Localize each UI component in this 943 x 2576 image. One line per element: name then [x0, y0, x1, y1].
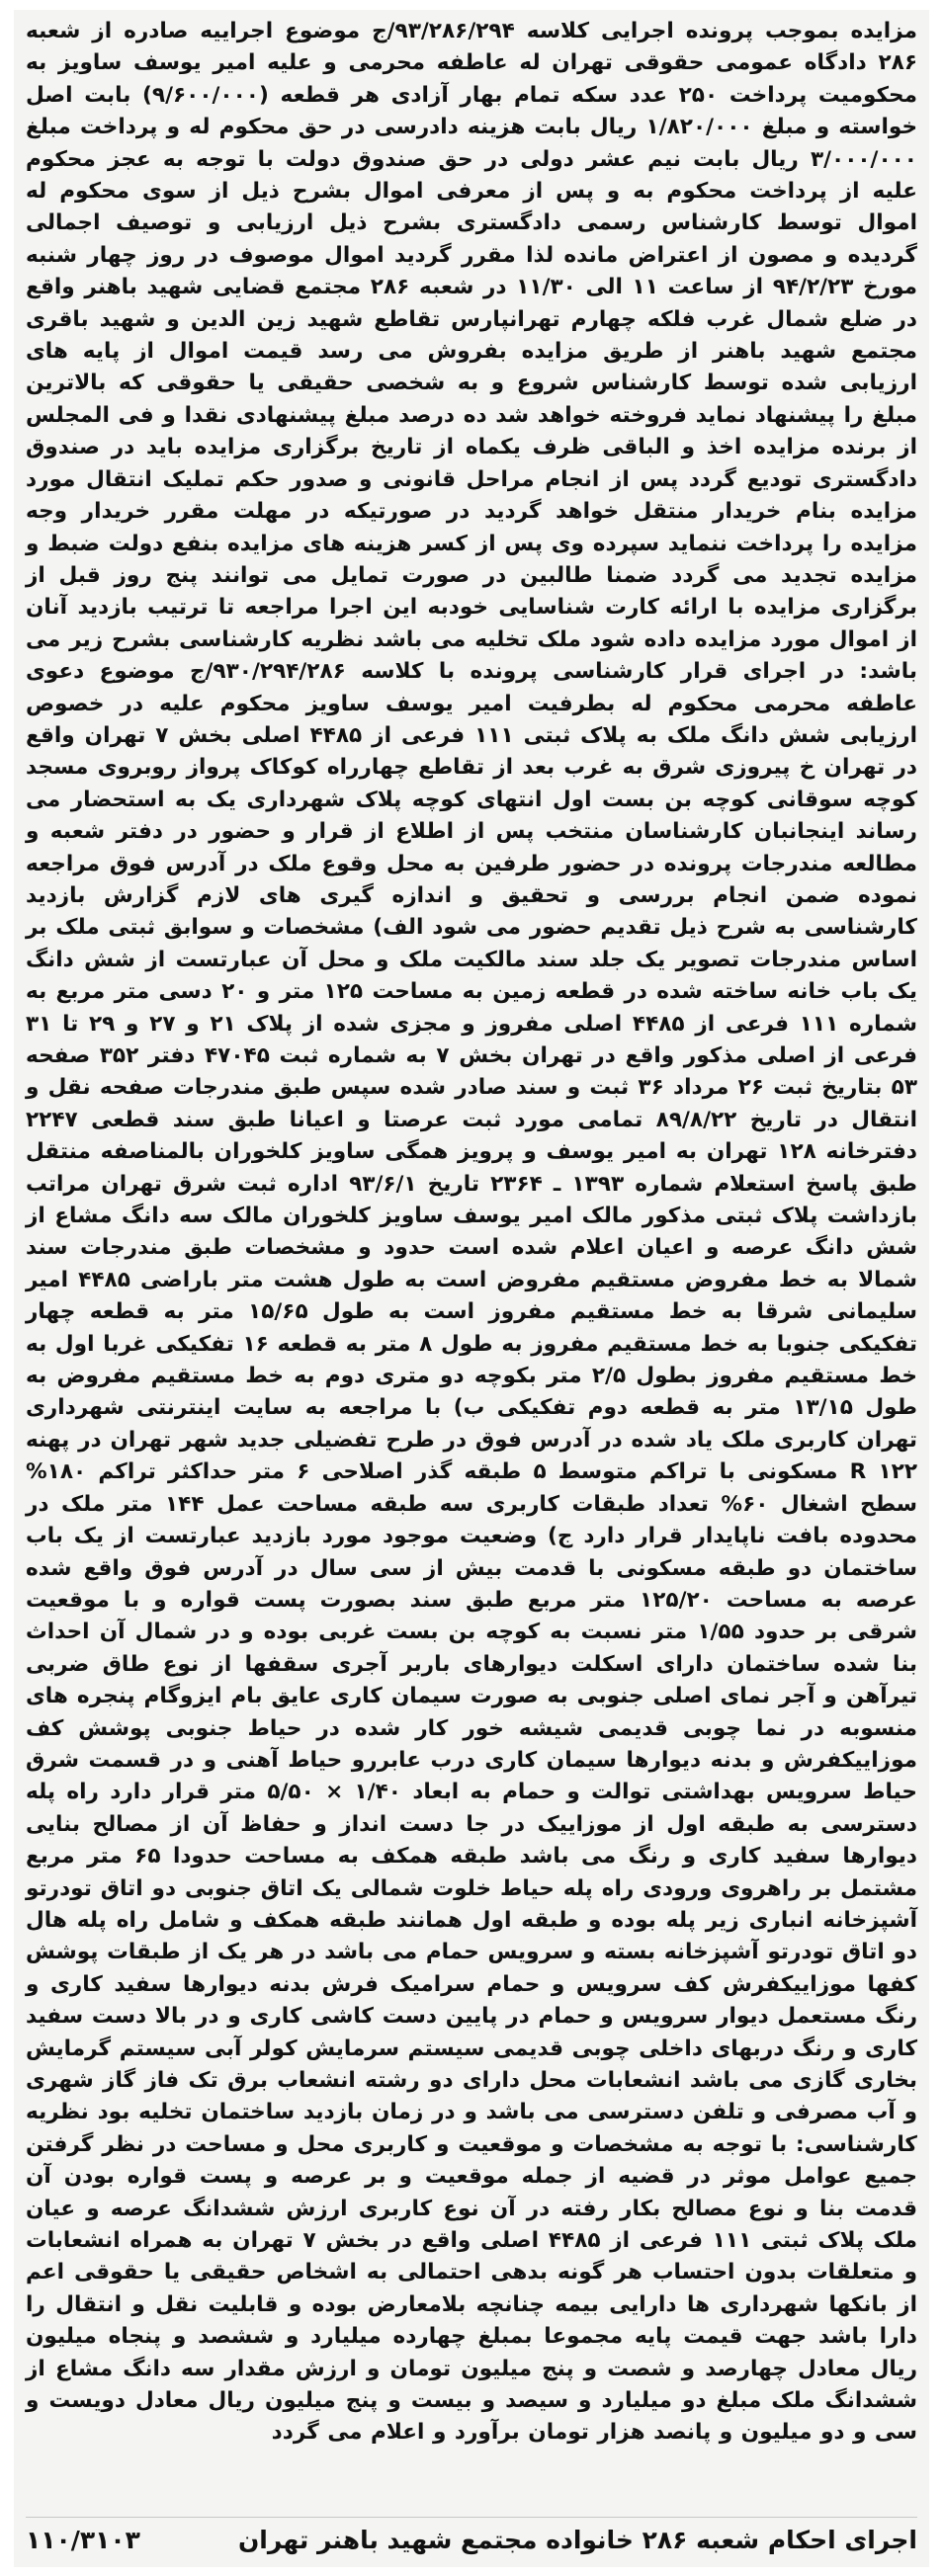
notice-body: مزایده بموجب پرونده اجرایی کلاسه ۹۳/۲۸۶/۲۹۴/ج موضوع اجراییه صادره از شعبه ۲۸۶ دادگاه عمومی حقوقی تهران له عاطفه محرمی و علیه امیر یوسف ساویز به محکومیت پرداخت ۲۵۰ عدد سکه تمام بهار آزادی هر قطعه (۹/۶۰۰/۰۰۰) بابت اصل خواسته و مبلغ ۱/۸۲۰/۰۰۰ ریال بابت هزینه دادرسی در حق محکوم له و پرداخت مبلغ ۳/۰۰۰/۰۰۰ ریال بابت نیم عشر دولی در حق صندوق دولت با توجه به عجز محکوم علیه از پرداخت محکوم به و پس از معرفی اموال بشرح ذیل از سوی محکوم له اموال توسط کارشناس رسمی دادگستری بشرح ذیل ارزیابی و توصیف اجمالی گردیده و مصون از اعتراض مانده لذا مقرر گردید اموال موصوف در روز چهار شنبه مورخ ۹۴/۲/۲۳ از ساعت ۱۱ الی ۱۱/۳۰ در شعبه ۲۸۶ مجتمع قضایی شهید باهنر واقع در ضلع شمال غرب فلکه چهارم تهرانپارس تقاطع شهید زین الدین و شهید باقری مجتمع شهید باهنر از طریق مزایده بفروش می رسد قیمت اموال از پایه های ارزیابی شده توسط کارشناس شروع و به شخصی حقیقی یا حقوقی که بالاترین مبلغ را پیشنهاد نماید فروخته خواهد شد ده درصد مبلغ پیشنهادی نقدا و فی المجلس از برنده مزایده اخذ و الباقی ظرف یکماه از تاریخ برگزاری مزایده باید در صندوق دادگستری تودیع گردد پس از انجام مراحل قانونی و صدور حکم تملیک انتقال مورد مزایده بنام خریدار منتقل خواهد گردید در صورتیکه در مهلت مقرر خریدار وجه مزایده را پرداخت ننماید سپرده وی پس از کسر هزینه های مزایده بنفع دولت ضبط و مزایده تجدید می گردد ضمنا طالبین در صورت تمایل می توانند پنج روز قبل از برگزاری مزایده با ارائه کارت شناسایی خودبه این اجرا مراجعه تا ترتیب بازدید آنان از اموال مورد مزایده داده شود ملک تخلیه می باشد نظریه کارشناسی بشرح زیر می باشد: در اجرای قرار کارشناسی پرونده با کلاسه ۹۳۰/۲۹۴/۲۸۶/ج موضوع دعوی عاطفه محرمی محکوم له بطرفیت امیر یوسف ساویز محکوم علیه در خصوص ارزیابی شش دانگ ملک به پلاک ثبتی ۱۱۱ فرعی از ۴۴۸۵ اصلی بخش ۷ تهران واقع در تهران خ پیروزی شرق به غرب بعد از تقاطع چهارراه کوکاک پرواز روبروی مسجد کوچه سوقانی کوچه بن بست اول انتهای کوچه پلاک شهرداری یک به استحضار می رساند اینجانبان کارشناسان منتخب پس از اطلاع از قرار و حضور در دفتر شعبه و مطالعه مندرجات پرونده در حضور طرفین به محل وقوع ملک در آدرس فوق مراجعه نموده ضمن انجام بررسی و تحقیق و اندازه گیری های لازم گزارش بازدید کارشناسی به شرح ذیل تقدیم حضور می شود الف) مشخصات و سوابق ثبتی ملک بر اساس مندرجات تصویر یک جلد سند مالکیت ملک و محل آن عبارتست از شش دانگ یک باب خانه ساخته شده در قطعه زمین به مساحت ۱۲۵ متر و ۲۰ دسی متر مربع به شماره ۱۱۱ فرعی از ۴۴۸۵ اصلی مفروز و مجزی شده از پلاک ۲۱ و ۲۷ و ۲۹ تا ۳۱ فرعی از اصلی مذکور واقع در تهران بخش ۷ به شماره ثبت ۴۷۰۴۵ دفتر ۳۵۲ صفحه ۵۳ بتاریخ ثبت ۲۶ مرداد ۳۶ ثبت و سند صادر شده سپس طبق مندرجات صفحه نقل و انتقال در تاریخ ۸۹/۸/۲۲ تمامی مورد ثبت عرصتا و اعیانا طبق سند قطعی ۲۲۴۷ دفترخانه ۱۲۸ تهران به امیر یوسف و پرویز همگی ساویز کلخوران بالمناصفه منتقل طبق پاسخ استعلام شماره ۱۳۹۳ ـ ۲۳۶۴ تاریخ ۹۳/۶/۱ اداره ثبت شرق تهران مراتب بازداشت پلاک ثبتی مذکور مالک امیر یوسف ساویز کلخوران مالک سه دانگ مشاع از شش دانگ عرصه و اعیان اعلام شده است حدود و مشخصات طبق مندرجات سند شمالا به خط مفروض مستقیم مفروض است به طول هشت متر باراضی ۴۴۸۵ امیر سلیمانی شرقا به خط مستقیم مفروز است به طول ۱۵/۶۵ متر به قطعه چهار تفکیکی جنوبا به خط مستقیم مفروز به طول ۸ متر به قطعه ۱۶ تفکیکی غربا اول به خط مستقیم مفروز بطول ۲/۵ متر بکوچه دو متری دوم به خط مستقیم مفروض به طول ۱۳/۱۵ متر به قطعه دوم تفکیکی ب) با مراجعه به سایت اینترنتی شهرداری تهران کاربری ملک یاد شده در آدرس فوق در طرح تفضیلی جدید شهر تهران در پهنه R ۱۲۲ مسکونی با تراکم متوسط ۵ طبقه گذر اصلاحی ۶ متر حداکثر تراکم ۱۸۰% سطح اشغال ۶۰% تعداد طبقات کاربری سه طبقه مساحت عمل ۱۴۴ متر ملک در محدوده بافت ناپایدار قرار دارد ج) وضعیت موجود مورد بازدید عبارتست از یک باب ساختمان دو طبقه مسکونی با قدمت بیش از سی سال در آدرس فوق واقع شده عرصه به مساحت ۱۲۵/۲۰ متر مربع طبق سند بصورت پست قواره و با موقعیت شرقی بر حدود ۱/۵۵ متر نسبت به کوچه بن بست غربی بوده و در شمال آن احداث بنا شده ساختمان دارای اسکلت دیوارهای باربر آجری سقفها از نوع طاق ضربی تیرآهن و آجر نمای اصلی جنوبی به صورت سیمان کاری عایق بام ایزوگام پنجره های منسوبه در نما چوبی قدیمی شیشه خور کار شده در حیاط جنوبی پوشش کف موزاییکفرش و بدنه دیوارها سیمان کاری درب عابررو حیاط آهنی و در قسمت شرق حیاط سرویس بهداشتی توالت و حمام به ابعاد ۱/۴۰ × ۵/۵۰ متر قرار دارد راه پله دسترسی به طبقه اول از موزاییک در جا دست انداز و حفاظ آن از مصالح بنایی دیوارها سفید کاری و رنگ می باشد طبقه همکف به مساحت حدودا ۶۵ متر مربع مشتمل بر راهروی ورودی راه پله حیاط خلوت شمالی یک اتاق جنوبی دو اتاق تودرتو آشپزخانه انباری زیر پله بوده و طبقه اول همانند طبقه همکف و شامل راه پله هال دو اتاق تودرتو آشپزخانه بسته و سرویس حمام می باشد در هر یک از طبقات پوشش کفها موزاییکفرش کف سرویس و حمام سرامیک فرش بدنه دیوارها سفید کاری و رنگ مستعمل دیوار سرویس و حمام در پایین دست کاشی کاری و در بالا دست سفید کاری و رنگ دربهای داخلی چوبی قدیمی سیستم سرمایش کولر آبی سیستم گرمایش بخاری گازی می باشد انشعابات محل دارای دو رشته انشعاب برق تک فاز گاز شهری و آب مصرفی و تلفن دسترسی می باشد و در زمان بازدید ساختمان تخلیه بود نظریه کارشناسی: با توجه به مشخصات و موقعیت و کاربری محل و مساحت در نظر گرفتن جمیع عوامل موثر در قضیه از جمله موقعیت و بر عرصه و پست قواره بودن آن قدمت بنا و نوع مصالح بکار رفته در آن نوع کاربری ارزش ششدانگ عرصه و عیان ملک پلاک ثبتی ۱۱۱ فرعی از ۴۴۸۵ اصلی واقع در بخش ۷ تهران به همراه انشعابات و متعلقات بدون احتساب هر گونه بدهی احتمالی به اشخاص حقیقی یا حقوقی اعم از بانکها شهرداری ها دارایی بیمه چنانچه بلامعارض بوده و قابلیت نقل و انتقال را دارا باشد جهت قیمت پایه مجموعا بمبلغ چهارده میلیارد و ششصد و پنجاه میلیون ریال معادل چهارصد و شصت و پنج میلیون تومان و ارزش مقدار سه دانگ مشاع از ششدانگ ملک مبلغ دو میلیارد و سیصد و بیست و پنج میلیون ریال معادل دویست و سی و دو میلیون و پانصد هزار تومان برآورد و اعلام می گردد	[26, 19, 918, 2446]
footer-divider	[26, 2517, 917, 2518]
reference-code: ۱۱۰/۳۱۰۳	[26, 2525, 140, 2554]
notice-clipping	[14, 10, 929, 2567]
issuer-signature: اجرای احکام شعبه ۲۸۶ خانواده مجتمع شهید باهنر تهران	[237, 2525, 917, 2554]
notice-footer	[26, 2520, 917, 2559]
